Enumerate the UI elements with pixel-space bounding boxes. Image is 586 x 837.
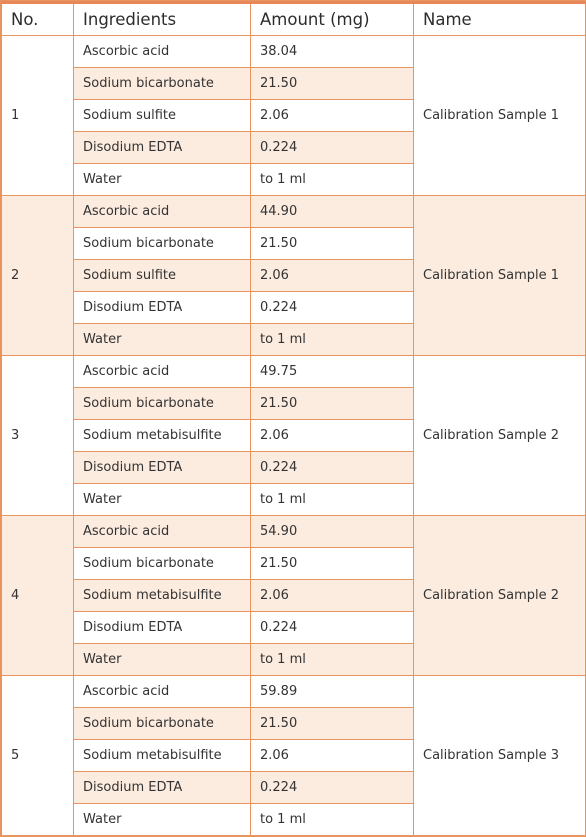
header-row [2, 3, 586, 36]
cell-no: 2 [2, 196, 74, 356]
cell-ingredient: Disodium EDTA [74, 452, 251, 484]
cell-no: 5 [2, 676, 74, 836]
cell-amount: 49.75 [251, 356, 414, 388]
cell-amount: 38.04 [251, 36, 414, 68]
cell-amount: 2.06 [251, 580, 414, 612]
cell-ingredient: Ascorbic acid [74, 356, 251, 388]
cell-amount: 0.224 [251, 612, 414, 644]
cell-amount: to 1 ml [251, 804, 414, 836]
cell-amount: 21.50 [251, 548, 414, 580]
table-row [2, 516, 586, 548]
ingredients-table [1, 1, 586, 836]
cell-sample-name: Calibration Sample 3 [414, 676, 586, 836]
cell-ingredient: Sodium metabisulfite [74, 420, 251, 452]
cell-amount: 44.90 [251, 196, 414, 228]
cell-ingredient: Disodium EDTA [74, 132, 251, 164]
header-ingredients: Ingredients [74, 3, 251, 36]
cell-sample-name: Calibration Sample 1 [414, 36, 586, 196]
cell-ingredient: Ascorbic acid [74, 36, 251, 68]
cell-sample-name: Calibration Sample 2 [414, 516, 586, 676]
cell-ingredient: Disodium EDTA [74, 772, 251, 804]
cell-amount: 2.06 [251, 420, 414, 452]
cell-amount: 0.224 [251, 772, 414, 804]
cell-amount: to 1 ml [251, 484, 414, 516]
header-amount: Amount (mg) [251, 3, 414, 36]
cell-amount: 0.224 [251, 292, 414, 324]
cell-ingredient: Ascorbic acid [74, 516, 251, 548]
cell-ingredient: Sodium metabisulfite [74, 580, 251, 612]
cell-amount: 21.50 [251, 388, 414, 420]
cell-ingredient: Water [74, 164, 251, 196]
cell-ingredient: Water [74, 324, 251, 356]
cell-amount: to 1 ml [251, 164, 414, 196]
cell-amount: 54.90 [251, 516, 414, 548]
cell-ingredient: Water [74, 804, 251, 836]
table-row [2, 196, 586, 228]
cell-amount: 2.06 [251, 740, 414, 772]
cell-no: 3 [2, 356, 74, 516]
cell-amount: to 1 ml [251, 324, 414, 356]
cell-amount: 0.224 [251, 452, 414, 484]
table-row [2, 356, 586, 388]
table-row [2, 36, 586, 68]
cell-amount: 21.50 [251, 708, 414, 740]
cell-ingredient: Ascorbic acid [74, 676, 251, 708]
cell-ingredient: Water [74, 644, 251, 676]
cell-ingredient: Sodium bicarbonate [74, 68, 251, 100]
cell-amount: 2.06 [251, 260, 414, 292]
cell-amount: 59.89 [251, 676, 414, 708]
cell-no: 4 [2, 516, 74, 676]
cell-amount: 0.224 [251, 132, 414, 164]
cell-amount: 2.06 [251, 100, 414, 132]
cell-no: 1 [2, 36, 74, 196]
cell-ingredient: Sodium bicarbonate [74, 388, 251, 420]
cell-ingredient: Ascorbic acid [74, 196, 251, 228]
table-body [2, 36, 586, 836]
cell-amount: 21.50 [251, 228, 414, 260]
header-no: No. [2, 3, 74, 36]
table-header [2, 3, 586, 36]
cell-sample-name: Calibration Sample 2 [414, 356, 586, 516]
cell-ingredient: Disodium EDTA [74, 292, 251, 324]
cell-ingredient: Disodium EDTA [74, 612, 251, 644]
header-name: Name [414, 3, 586, 36]
cell-amount: 21.50 [251, 68, 414, 100]
cell-ingredient: Sodium bicarbonate [74, 548, 251, 580]
cell-ingredient: Sodium bicarbonate [74, 708, 251, 740]
cell-ingredient: Sodium sulfite [74, 100, 251, 132]
cell-amount: to 1 ml [251, 644, 414, 676]
cell-ingredient: Sodium metabisulfite [74, 740, 251, 772]
cell-ingredient: Sodium bicarbonate [74, 228, 251, 260]
cell-ingredient: Sodium sulfite [74, 260, 251, 292]
cell-sample-name: Calibration Sample 1 [414, 196, 586, 356]
table-row [2, 676, 586, 708]
cell-ingredient: Water [74, 484, 251, 516]
